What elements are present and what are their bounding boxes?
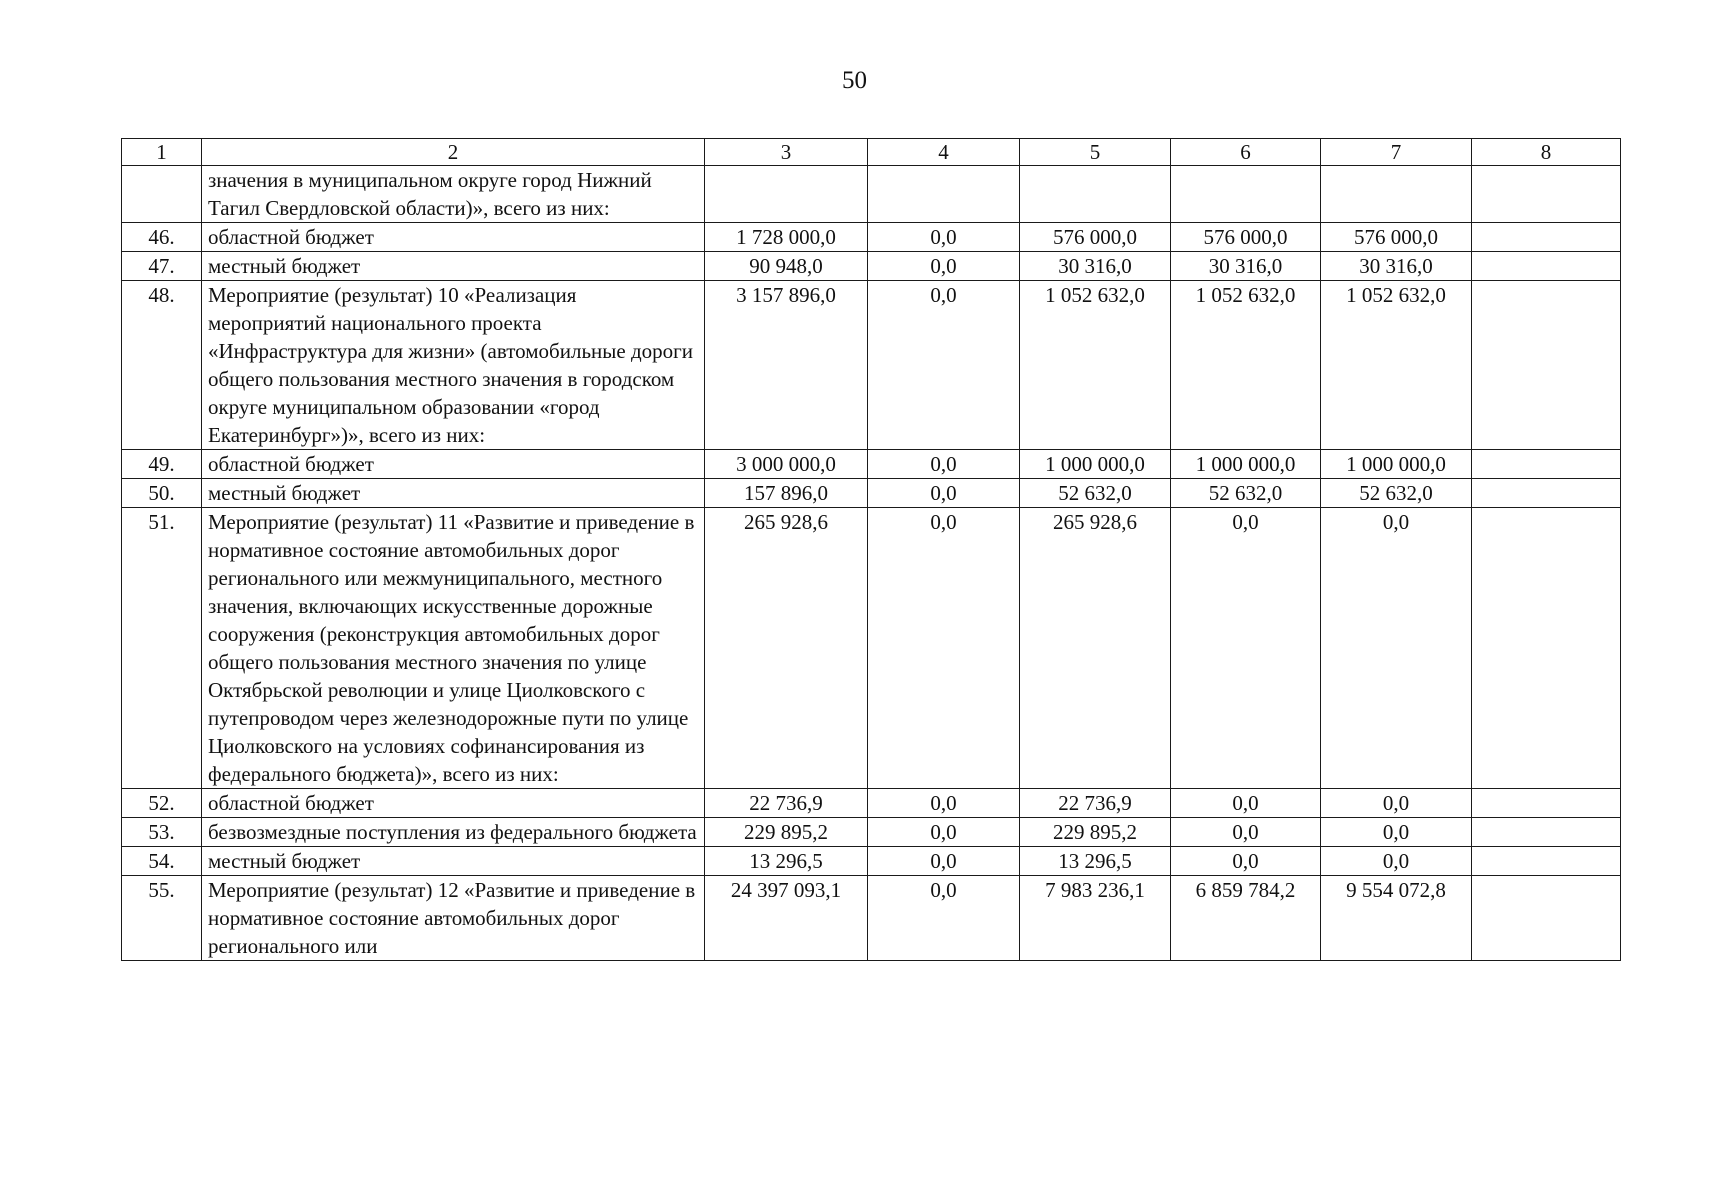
value-col-5: 13 296,5 bbox=[1020, 847, 1171, 876]
row-description: местный бюджет bbox=[202, 252, 705, 281]
value-col-4: 0,0 bbox=[868, 450, 1020, 479]
table-row bbox=[122, 252, 1621, 281]
table-row bbox=[122, 450, 1621, 479]
value-col-6: 1 052 632,0 bbox=[1171, 281, 1321, 450]
value-col-3: 265 928,6 bbox=[705, 508, 868, 789]
value-col-8 bbox=[1472, 252, 1621, 281]
column-header: 1 bbox=[122, 139, 202, 166]
value-col-5: 22 736,9 bbox=[1020, 789, 1171, 818]
row-description: местный бюджет bbox=[202, 479, 705, 508]
value-col-5: 52 632,0 bbox=[1020, 479, 1171, 508]
row-number: 53. bbox=[122, 818, 202, 847]
value-col-6: 0,0 bbox=[1171, 847, 1321, 876]
value-col-8 bbox=[1472, 223, 1621, 252]
value-col-7: 0,0 bbox=[1321, 818, 1472, 847]
value-col-3 bbox=[705, 166, 868, 223]
column-header: 3 bbox=[705, 139, 868, 166]
row-description: местный бюджет bbox=[202, 847, 705, 876]
value-col-4: 0,0 bbox=[868, 508, 1020, 789]
value-col-5: 576 000,0 bbox=[1020, 223, 1171, 252]
value-col-6 bbox=[1171, 166, 1321, 223]
value-col-6: 576 000,0 bbox=[1171, 223, 1321, 252]
value-col-5: 265 928,6 bbox=[1020, 508, 1171, 789]
value-col-3: 24 397 093,1 bbox=[705, 876, 868, 961]
column-header: 4 bbox=[868, 139, 1020, 166]
value-col-4: 0,0 bbox=[868, 789, 1020, 818]
value-col-3: 229 895,2 bbox=[705, 818, 868, 847]
value-col-4: 0,0 bbox=[868, 281, 1020, 450]
row-number: 46. bbox=[122, 223, 202, 252]
value-col-8 bbox=[1472, 450, 1621, 479]
value-col-3: 3 157 896,0 bbox=[705, 281, 868, 450]
value-col-4: 0,0 bbox=[868, 847, 1020, 876]
table-row bbox=[122, 479, 1621, 508]
value-col-6: 0,0 bbox=[1171, 789, 1321, 818]
row-description: областной бюджет bbox=[202, 789, 705, 818]
column-header: 8 bbox=[1472, 139, 1621, 166]
value-col-8 bbox=[1472, 876, 1621, 961]
value-col-6: 52 632,0 bbox=[1171, 479, 1321, 508]
value-col-6: 0,0 bbox=[1171, 508, 1321, 789]
value-col-5: 229 895,2 bbox=[1020, 818, 1171, 847]
value-col-3: 90 948,0 bbox=[705, 252, 868, 281]
value-col-5: 7 983 236,1 bbox=[1020, 876, 1171, 961]
value-col-7: 0,0 bbox=[1321, 508, 1472, 789]
column-header: 6 bbox=[1171, 139, 1321, 166]
row-description: Мероприятие (результат) 11 «Развитие и приведение в нормативное состояние автомобильных дорог регионального или межмуниципального, местного значения, включающих искусственные дорожные сооружения (реконструкция автомобильных дорог общего пользования местного значения по улице Октябрьской революции и улице Циолковского с путепроводом через железнодорожные пути по улице Циолковского на условиях софинансирования из федерального бюджета)», всего из них: bbox=[202, 508, 705, 789]
value-col-3: 3 000 000,0 bbox=[705, 450, 868, 479]
row-description: значения в муниципальном округе город Нижний Тагил Свердловской области)», всего из них: bbox=[202, 166, 705, 223]
row-number: 51. bbox=[122, 508, 202, 789]
row-number: 55. bbox=[122, 876, 202, 961]
column-header: 7 bbox=[1321, 139, 1472, 166]
value-col-4: 0,0 bbox=[868, 479, 1020, 508]
value-col-4: 0,0 bbox=[868, 876, 1020, 961]
value-col-8 bbox=[1472, 479, 1621, 508]
row-number: 49. bbox=[122, 450, 202, 479]
table-row bbox=[122, 508, 1621, 789]
value-col-7: 1 052 632,0 bbox=[1321, 281, 1472, 450]
value-col-7 bbox=[1321, 166, 1472, 223]
value-col-5: 1 052 632,0 bbox=[1020, 281, 1171, 450]
row-number bbox=[122, 166, 202, 223]
value-col-6: 1 000 000,0 bbox=[1171, 450, 1321, 479]
value-col-3: 22 736,9 bbox=[705, 789, 868, 818]
value-col-7: 52 632,0 bbox=[1321, 479, 1472, 508]
value-col-5: 1 000 000,0 bbox=[1020, 450, 1171, 479]
value-col-3: 13 296,5 bbox=[705, 847, 868, 876]
value-col-7: 30 316,0 bbox=[1321, 252, 1472, 281]
value-col-8 bbox=[1472, 166, 1621, 223]
table-row bbox=[122, 166, 1621, 223]
value-col-3: 157 896,0 bbox=[705, 479, 868, 508]
value-col-7: 0,0 bbox=[1321, 789, 1472, 818]
row-number: 47. bbox=[122, 252, 202, 281]
value-col-7: 576 000,0 bbox=[1321, 223, 1472, 252]
row-number: 54. bbox=[122, 847, 202, 876]
value-col-8 bbox=[1472, 789, 1621, 818]
value-col-4: 0,0 bbox=[868, 818, 1020, 847]
row-description: Мероприятие (результат) 10 «Реализация мероприятий национального проекта «Инфраструктура для жизни» (автомобильные дороги общего пользования местного значения в городском округе муниципальном образовании «город Екатеринбург»)», всего из них: bbox=[202, 281, 705, 450]
value-col-8 bbox=[1472, 818, 1621, 847]
value-col-6: 0,0 bbox=[1171, 818, 1321, 847]
table-row bbox=[122, 789, 1621, 818]
value-col-4: 0,0 bbox=[868, 223, 1020, 252]
value-col-8 bbox=[1472, 281, 1621, 450]
value-col-7: 0,0 bbox=[1321, 847, 1472, 876]
table-row bbox=[122, 876, 1621, 961]
table-row bbox=[122, 818, 1621, 847]
value-col-8 bbox=[1472, 508, 1621, 789]
page-number: 50 bbox=[842, 67, 867, 94]
column-header: 2 bbox=[202, 139, 705, 166]
budget-table bbox=[121, 138, 1621, 961]
row-number: 52. bbox=[122, 789, 202, 818]
value-col-4: 0,0 bbox=[868, 252, 1020, 281]
table-row bbox=[122, 281, 1621, 450]
column-header: 5 bbox=[1020, 139, 1171, 166]
row-description: областной бюджет bbox=[202, 450, 705, 479]
row-number: 48. bbox=[122, 281, 202, 450]
table-header-row bbox=[122, 139, 1621, 166]
value-col-6: 30 316,0 bbox=[1171, 252, 1321, 281]
value-col-4 bbox=[868, 166, 1020, 223]
value-col-8 bbox=[1472, 847, 1621, 876]
row-description: безвозмездные поступления из федерального бюджета bbox=[202, 818, 705, 847]
value-col-7: 9 554 072,8 bbox=[1321, 876, 1472, 961]
row-description: Мероприятие (результат) 12 «Развитие и приведение в нормативное состояние автомобильных дорог регионального или bbox=[202, 876, 705, 961]
row-description: областной бюджет bbox=[202, 223, 705, 252]
value-col-7: 1 000 000,0 bbox=[1321, 450, 1472, 479]
row-number: 50. bbox=[122, 479, 202, 508]
value-col-3: 1 728 000,0 bbox=[705, 223, 868, 252]
table-row bbox=[122, 847, 1621, 876]
value-col-5 bbox=[1020, 166, 1171, 223]
table-row bbox=[122, 223, 1621, 252]
value-col-5: 30 316,0 bbox=[1020, 252, 1171, 281]
value-col-6: 6 859 784,2 bbox=[1171, 876, 1321, 961]
